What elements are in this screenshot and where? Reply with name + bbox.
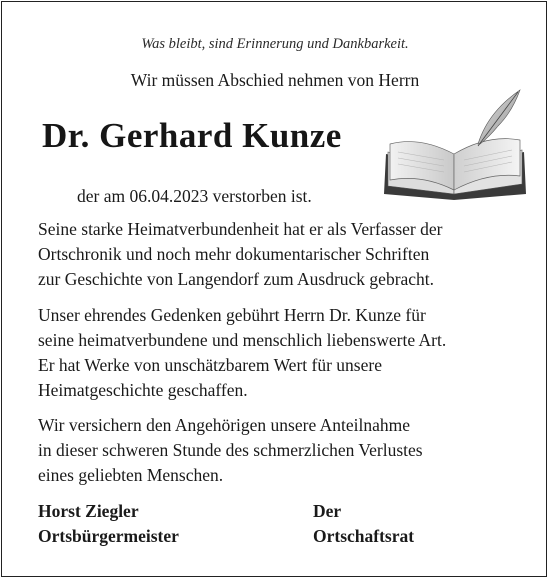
signature-name: Horst Ziegler [38,501,139,521]
motto-line: Was bleibt, sind Erinnerung und Dankbarkeit. [141,36,409,52]
deceased-name: Dr. Gerhard Kunze [42,116,342,155]
signature-council [313,499,414,549]
intro-line: Wir müssen Abschied nehmen von Herrn [130,70,420,90]
signature-title: Ortschaftsrat [313,526,415,546]
open-book-with-quill-icon [380,82,530,202]
signature-mayor [38,499,179,549]
tribute-paragraph-1: Seine starke Heimatverbundenheit hat er als Verfasser der Ortschronik und noch mehr dokumentarischer Schriften zur Geschichte von Langendorf zum Ausdruck gebracht. [38,219,443,289]
condolence-paragraph: Wir versichern den Angehörigen unsere Anteilnahme in dieser schweren Stunde des schmerzlichen Verlustes eines geliebten Menschen. [38,415,423,485]
signature-name: Der [313,501,342,521]
tribute-paragraph-2: Unser ehrendes Gedenken gebührt Herrn Dr. Kunze für seine heimatverbundene und menschlich liebenswerte Art. Er hat Werke von unschätzbarem Wert für unsere Heimatgeschichte geschaffen. [38,305,447,400]
signature-title: Ortsbürgermeister [38,526,179,546]
date-of-death-line: der am 06.04.2023 verstorben ist. [77,186,312,206]
